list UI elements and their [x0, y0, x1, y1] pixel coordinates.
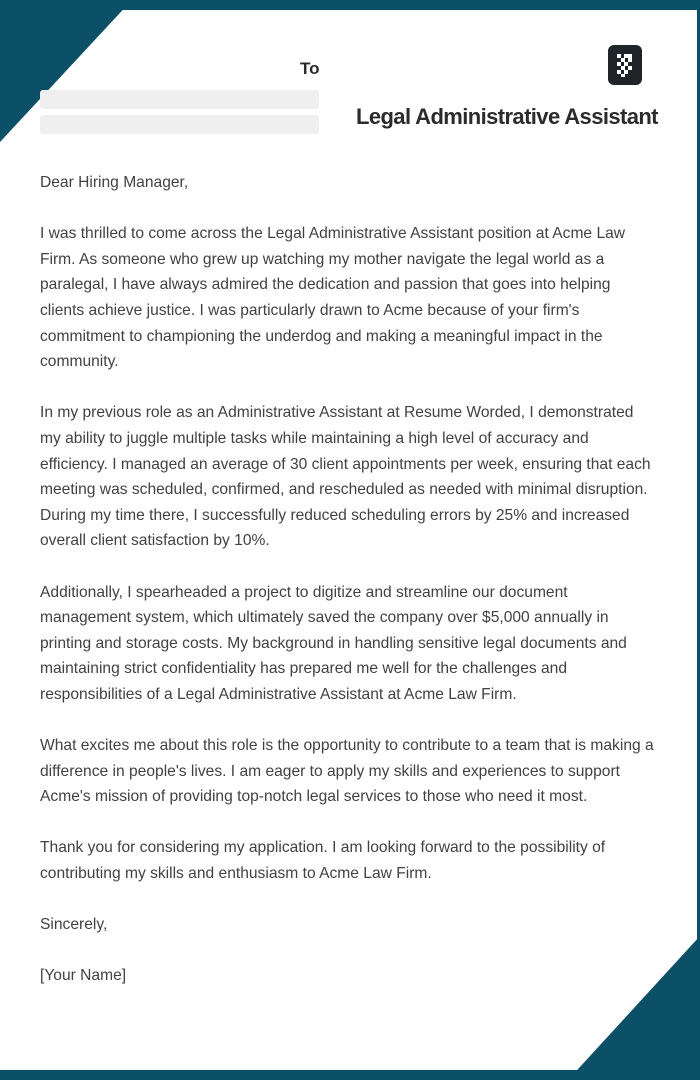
- to-label: To: [300, 59, 320, 78]
- letter-paragraph: What excites me about this role is the opportunity to contribute to a team that is making a difference in people's lives. I am eager to apply my skills and experiences to support Acme's mission of providing top-notch legal services to those who need it most.: [40, 737, 654, 806]
- letter-paragraph: Additionally, I spearheaded a project to digitize and streamline our document management system, which ultimately saved the company over $5,000 annually in printing and storage costs. My background in handling sensitive legal documents and maintaining strict confidentiality has prepared me well for the challenges and responsibilities of a Legal Administrative Assistant at Acme Law Firm.: [40, 583, 627, 703]
- closing: Sincerely,: [40, 916, 108, 934]
- greeting: Dear Hiring Manager,: [40, 174, 189, 191]
- letter-paragraph: In my previous role as an Administrative Assistant at Resume Worded, I demonstrated my ability to juggle multiple tasks while maintaining a high level of accuracy and efficiency. I managed an average of 30 client appointments per week, ensuring that each meeting was scheduled, confirmed, and rescheduled as needed with minimal disruption. During my time there, I successfully reduced scheduling errors by 25% and increased overall client satisfaction by 10%.: [40, 404, 651, 550]
- signature: [Your Name]: [40, 967, 127, 985]
- job-title-heading: Legal Administrative Assistant: [356, 104, 658, 129]
- recipient-placeholder-line-2: [40, 115, 319, 134]
- letter-paragraph: Thank you for considering my application. I am looking forward to the possibility of contributing my skills and enthusiasm to Acme Law Firm.: [40, 839, 606, 883]
- letter-paragraph: I was thrilled to come across the Legal Administrative Assistant position at Acme Law Firm. As someone who grew up watching my mother navigate the legal world as a paralegal, I have always admired the dedication and passion that goes into helping clients achieve justice. I was particularly drawn to Acme because of your firm's commitment to championing the underdog and making a meaningful impact in the community.: [40, 225, 626, 371]
- recipient-placeholder-line-1: [40, 90, 319, 109]
- resume-worded-logo-icon: [608, 45, 642, 85]
- letter-body: [40, 170, 655, 1015]
